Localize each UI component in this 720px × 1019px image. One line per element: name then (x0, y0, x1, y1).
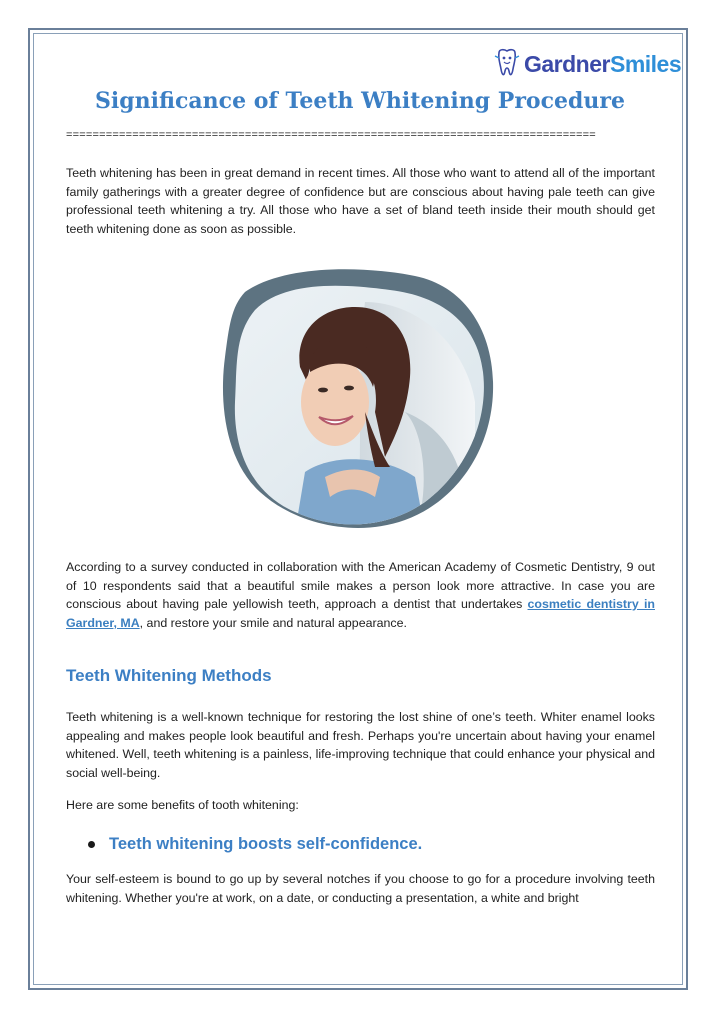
intro-paragraph: Teeth whitening has been in great demand in recent times. All those who want to attend all of the important family gatherings with a greater degree of confidence but are conscious about having pale teeth can give professional teeth whitening a try. All those who have a set of bland teeth inside their mouth should get teeth whitening done as soon as possible. (66, 166, 655, 236)
bullet-dot-icon (88, 841, 95, 848)
benefits-intro: Here are some benefits of tooth whitening: (66, 798, 299, 812)
tooth-mascot-icon (492, 47, 522, 81)
logo-text-gardner: Gardner (524, 50, 610, 77)
separator-rule: ================================================================================ (66, 129, 596, 141)
woman-smiling-photo (215, 262, 500, 532)
bullet-item (88, 835, 422, 854)
methods-heading: Teeth Whitening Methods (66, 666, 272, 685)
gardner-smiles-logo[interactable] (492, 44, 682, 84)
bullet-heading: Teeth whitening boosts self-confidence. (109, 835, 423, 853)
logo-text (524, 51, 681, 78)
bullet-paragraph: Your self-esteem is bound to go up by several notches if you choose to go for a procedure involving teeth whitening. Whether you're at work, on a date, or conducting a presentation, a white and bright (66, 872, 655, 905)
survey-paragraph (66, 558, 655, 632)
survey-text-after: , and restore your smile and natural appearance. (139, 615, 407, 630)
methods-paragraph: Teeth whitening is a well-known technique for restoring the lost shine of one’s teeth. Whiter enamel looks appealing and makes people look beautiful and fresh. Perhaps you're uncertain about having your enamel whitened. Well, teeth whitening is a painless, life-improving technique that could enhance your physical and social well-being. (66, 710, 655, 780)
page-title: Significance of Teeth Whitening Procedure (95, 88, 625, 114)
logo-text-smiles: Smiles (609, 50, 682, 77)
cosmetic-dentistry-link[interactable]: cosmetic dentistry in Gardner, MA (66, 597, 655, 630)
survey-text: According to a survey conducted in collaboration with the American Academy of Cosmetic Dentistry, 9 out of 10 respondents said that a beautiful smile makes a person look more attractive. In case you are conscious about having pale yellowish teeth, approach a dentist that undertakes (66, 560, 655, 611)
